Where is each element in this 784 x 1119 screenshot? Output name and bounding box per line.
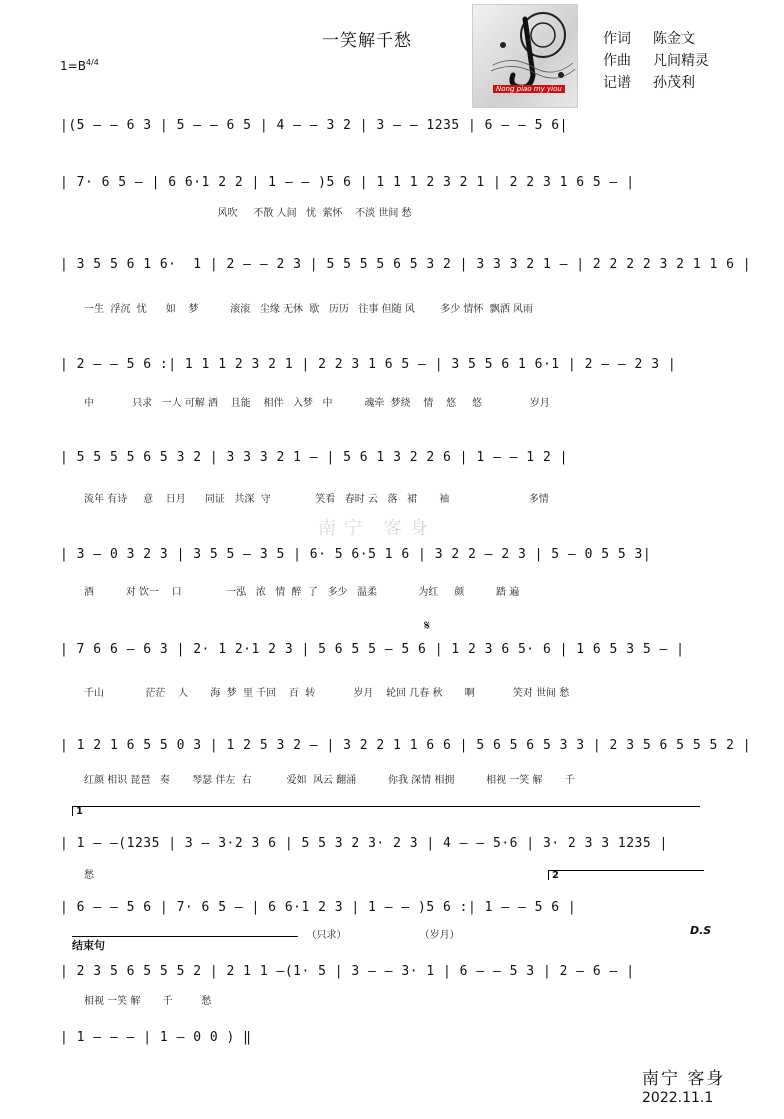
score-line-1: |(5 – – 6 3 | 5 – – 6 5 | 4 – – 3 2 | 3 – – 1235 | 6 – – 5 6| (60, 118, 568, 133)
score-line-9: | 1 – –(1235 | 3 – 3·2 3 6 | 5 5 3 2 3· 2 3 | 4 – – 5·6 | 3· 2 3 3 1235 | (60, 836, 668, 851)
ending-label: 结束句 (72, 936, 298, 953)
watermark: 南宁 客身 (318, 518, 436, 539)
credit-composer: 作曲 凡间精灵 (603, 53, 709, 69)
lyric-line-8: 红颜 相识 琵琶 奏 琴瑟 伴左 右 爱如 风云 翻涌 你我 深情 相拥 相视 一笑 解 千 (84, 775, 575, 786)
credits (603, 28, 709, 94)
score-line-8: | 1 2 1 6 5 5 0 3 | 1 2 5 3 2 – | 3 2 2 1 1 6 6 | 5 6 5 6 5 3 3 | 2 3 5 6 5 5 5 2 | (60, 738, 752, 753)
lyric-line-10: （只求） （岁月） (84, 930, 460, 941)
lyric-line-2: 风吹 不散 人间 忧 萦怀 不淡 世间 愁 (84, 208, 412, 219)
lyric-line-4: 中 只求 一人 可解 酒 且能 相伴 入梦 中 魂牵 梦绕 情 悠 悠 岁月 (84, 398, 550, 409)
lyric-line-5: 流年 有诗 意 日月 同证 共深 守 笑看 春时 云 落 裙 袖 多情 (84, 494, 549, 505)
score-line-11: | 2 3 5 6 5 5 5 2 | 2 1 1 –(1· 5 | 3 – – 3· 1 | 6 – – 5 3 | 2 – 6 – | (60, 964, 635, 979)
credit-transcriber: 记谱 孙茂利 (603, 75, 695, 91)
score-line-3: | 3 5 5 6 1 6· 1 | 2 – – 2 3 | 5 5 5 5 6 5 3 2 | 3 3 3 2 1 – | 2 2 2 2 3 2 1 1 6 | (60, 257, 752, 272)
score-line-12: | 1 – – – | 1 – 0 0 ) ‖ (60, 1030, 252, 1045)
ds-mark: D.S (690, 924, 712, 937)
lyric-line-7: 千山 茫茫 人 海 梦 里 千回 百 转 岁月 轮回 几春 秋 啊 笑对 世间 愁 (84, 688, 570, 699)
score-line-2: | 7· 6 5 – | 6 6·1 2 2 | 1 – – )5 6 | 1 1 1 2 3 2 1 | 2 2 3 1 6 5 – | (60, 175, 635, 190)
date: 2022.11.1 (642, 1090, 714, 1106)
lyric-line-9: 愁 (84, 870, 94, 881)
score-line-10: | 6 – – 5 6 | 7· 6 5 – | 6 6·1 2 3 | 1 – – )5 6 :| 1 – – 5 6 | (60, 900, 577, 915)
key-label: 1=B (60, 59, 86, 73)
lyric-line-3: 一生 浮沉 忧 如 梦 滚滚 尘缘 无休 歇 历历 往事 但随 风 多少 情怀 飘洒 风雨 (84, 304, 533, 315)
score-line-5: | 5 5 5 5 6 5 3 2 | 3 3 3 2 1 – | 5 6 1 3 2 2 6 | 1 – – 1 2 | (60, 450, 568, 465)
cover-caption: Nong piao my yiou (493, 85, 565, 93)
song-title: 一笑解千愁 (322, 31, 412, 51)
lyric-line-11: 相视 一笑 解 千 愁 (84, 996, 212, 1007)
credit-lyricist: 作词 陈金文 (603, 31, 695, 47)
signature: 南宁 客身 (642, 1069, 726, 1089)
album-cover-image (472, 4, 578, 108)
score-line-4: | 2 – – 5 6 :| 1 1 1 2 3 2 1 | 2 2 3 1 6 5 – | 3 5 5 6 1 6·1 | 2 – – 2 3 | (60, 357, 677, 372)
key-signature (60, 58, 99, 73)
time-signature: 4/4 (85, 58, 99, 67)
segno-mark: 𝄋 (424, 618, 431, 634)
volta-1: 1 (72, 806, 700, 816)
volta-2: 2 (548, 870, 704, 880)
score-line-6: | 3 – 0 3 2 3 | 3 5 5 – 3 5 | 6· 5 6·5 1 6 | 3 2 2 – 2 3 | 5 – 0 5 5 3| (60, 547, 652, 562)
lyric-line-6: 酒 对 饮一 口 一泓 浓 情 醉 了 多少 温柔 为红 颜 踏 遍 (84, 587, 520, 598)
score-line-7: | 7 6 6 – 6 3 | 2· 1 2·1 2 3 | 5 6 5 5 – 5 6 | 1 2 3 6 5· 6 | 1 6 5 3 5 – | (60, 642, 685, 657)
